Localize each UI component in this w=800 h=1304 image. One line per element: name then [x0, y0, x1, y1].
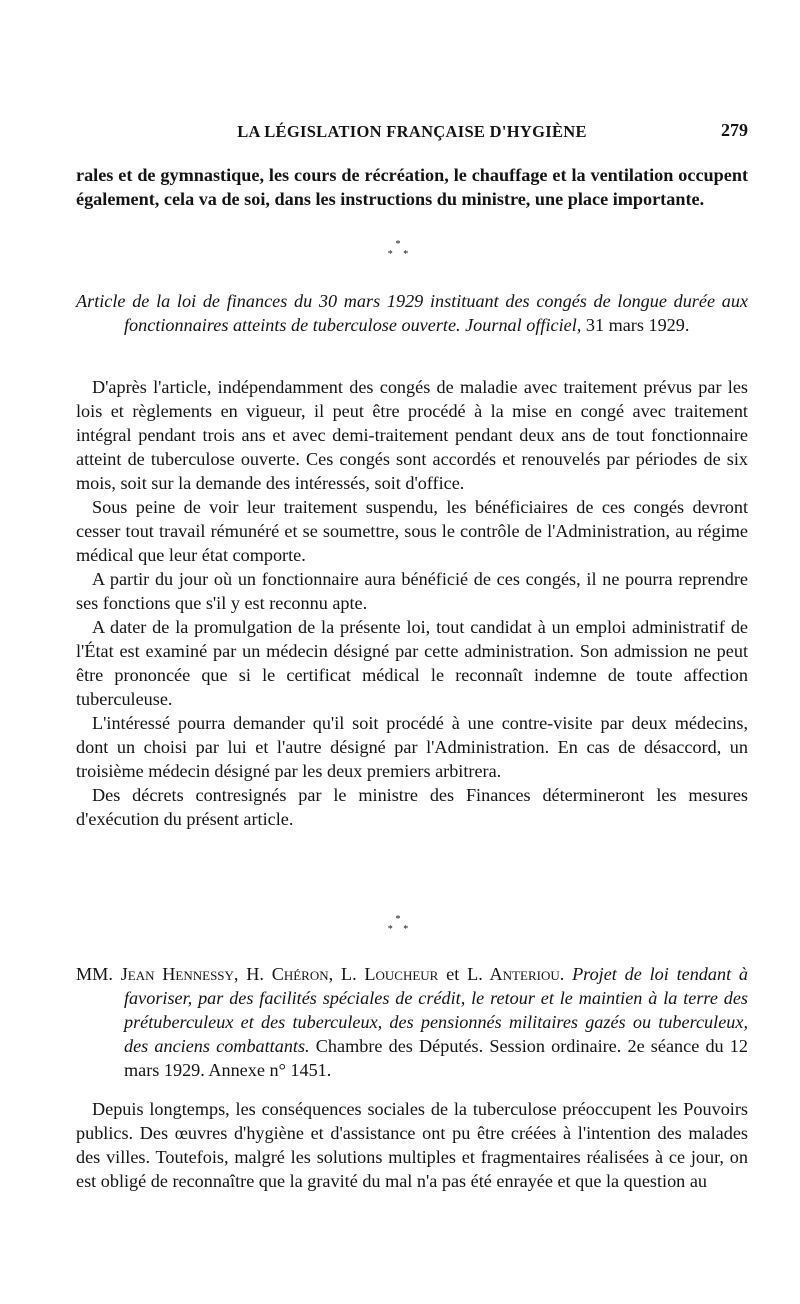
citation-entry — [76, 289, 748, 337]
header-title: LA LÉGISLATION FRANÇAISE D'HYGIÈNE — [237, 122, 587, 141]
summary-paragraph-3: A partir du jour où un fonctionnaire aura bénéficié de ces congés, il ne pourra reprendre ses fonctions que s'il y est reconnu apte. — [76, 569, 748, 613]
summary-paragraph-2: Sous peine de voir leur traitement suspendu, les bénéficiaires de ces congés devront cesser tout travail rémunéré et se soumettre, sous le contrôle de l'Administration, au régime médical que leur état comporte. — [76, 497, 748, 565]
running-header — [76, 118, 748, 148]
law-citation — [76, 289, 748, 337]
citation-title: Article de la loi de finances du 30 mars 1929 instituant des congés de longue durée aux fonctionnaires atteints de tuberculose ouverte. Journal officiel, — [76, 291, 748, 335]
summary-paragraph-6: Des décrets contresignés par le ministre des Finances détermineront les mesures d'exécution du présent article. — [76, 785, 748, 829]
bill-entry — [76, 962, 748, 1082]
citation-date: 31 mars 1929. — [585, 315, 690, 335]
bill-source: Chambre des Députés. Session ordinaire. 2e séance du 12 mars 1929. Annexe n° 1451. — [124, 1036, 748, 1080]
intro-continuation — [76, 163, 748, 211]
separator-bottom-stars: * * — [387, 249, 413, 260]
authors-prefix: MM. — [76, 964, 113, 984]
bill-author-last: L. Anteriou. — [467, 964, 565, 984]
intro-paragraph: rales et de gymnastique, les cours de récréation, le chauffage et la ventilation occupent également, cela va de soi, dans les instructions du ministre, une place importante. — [76, 165, 748, 209]
bill-summary-paragraph: Depuis longtemps, les conséquences sociales de la tuberculose préoccupent les Pouvoirs publics. Des œuvres d'hygiène et d'assistance ont pu être créées à l'intention des malades des villes. Toutefois, malgré les solutions multiples et fragmentaires réalisées à ce jour, on est obligé de reconnaître que la gravité du mal n'a pas été enrayée et que la question au — [76, 1099, 748, 1191]
law-summary — [76, 375, 748, 831]
page-number: 279 — [721, 120, 748, 140]
separator-bottom-stars: * * — [387, 924, 413, 935]
bill-title: Projet de loi tendant à favoriser, par des facilités spéciales de crédit, le retour et le maintien à la terre des prétuberculeux et des tuberculeux, des pensionnés militaires gazés ou tuberculeux, des anciens combattants. — [124, 964, 749, 1056]
bill-authors: Jean Hennessy, H. Chéron, L. Loucheur — [120, 964, 439, 984]
bill-summary — [76, 1097, 748, 1193]
summary-paragraph-4: A dater de la promulgation de la présente loi, tout candidat à un emploi administratif de l'État est examiné par un médecin désigné par cette administration. Son admission ne peut être prononcée que si le certificat médical le reconnaît indemne de toute affection tuberculeuse. — [76, 617, 748, 709]
separator-top-star: * — [395, 239, 405, 250]
bill-citation — [76, 962, 748, 1082]
separator-top-star: * — [395, 914, 405, 925]
summary-paragraph-5: L'intéressé pourra demander qu'il soit procédé à une contre-visite par deux médecins, dont un choisi par lui et l'autre désigné par l'Administration. En cas de désaccord, un troisième médecin désigné par les deux premiers arbitrera. — [76, 713, 748, 781]
summary-paragraph-1: D'après l'article, indépendamment des congés de maladie avec traitement prévus par les lois et règlements en vigueur, il peut être procédé à la mise en congé avec traitement intégral pendant trois ans et avec demi-traitement pendant deux ans de tout fonctionnaire atteint de tuberculose ouverte. Ces congés sont accordés et renouvelés par périodes de six mois, soit sur la demande des intéressés, soit d'office. — [76, 377, 748, 493]
section-separator-2 — [0, 915, 800, 935]
section-separator-1 — [0, 240, 800, 260]
authors-and: et — [446, 964, 460, 984]
